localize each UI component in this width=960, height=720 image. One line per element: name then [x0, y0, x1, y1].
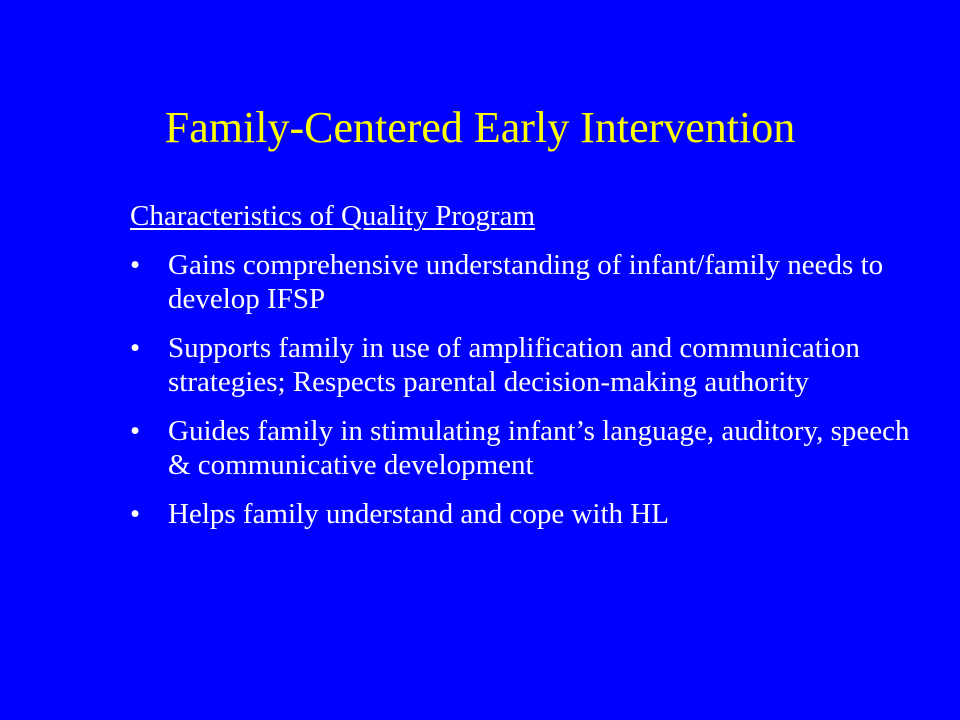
slide-title: Family-Centered Early Intervention — [164, 103, 796, 152]
bullet-item — [130, 248, 930, 316]
bullet-text: Supports family in use of amplification and communication strategies; Respects parental decision-making authority — [168, 332, 860, 398]
bullet-item — [130, 497, 930, 531]
bullet-icon: • — [130, 415, 141, 447]
bullet-item — [130, 331, 930, 399]
bullet-text: Helps family understand and cope with HL — [168, 498, 669, 530]
bullet-list — [130, 248, 930, 531]
slide-content — [130, 196, 930, 546]
section-subheading: Characteristics of Quality Program — [130, 200, 536, 232]
bullet-text: Gains comprehensive understanding of infant/family needs to develop IFSP — [168, 249, 884, 315]
bullet-icon: • — [130, 249, 141, 281]
bullet-text: Guides family in stimulating infant’s language, auditory, speech & communicative development — [168, 415, 910, 481]
bullet-icon: • — [130, 498, 141, 530]
bullet-item — [130, 414, 930, 482]
bullet-icon: • — [130, 332, 141, 364]
